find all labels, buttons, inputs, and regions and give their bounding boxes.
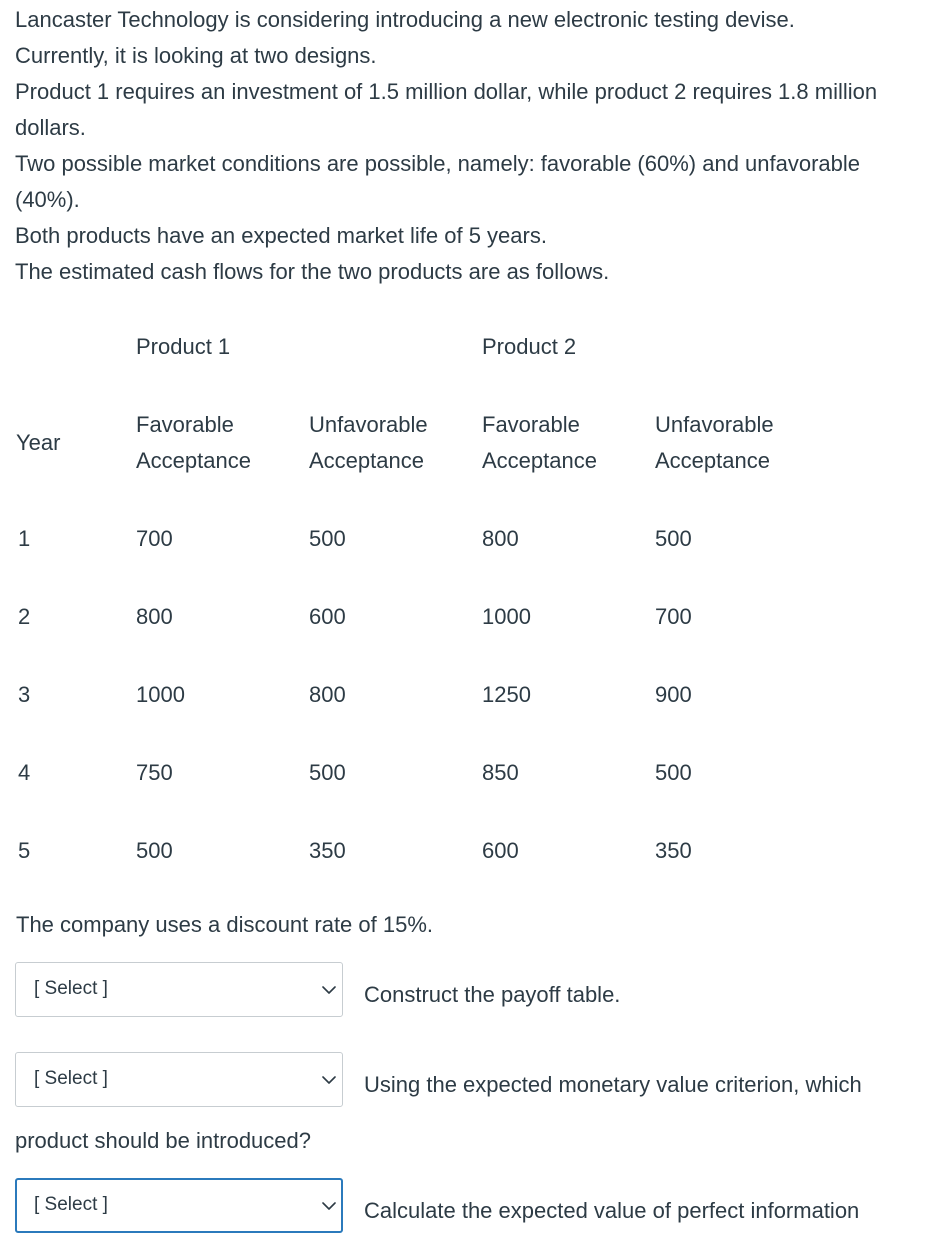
table-cell-year: 2	[18, 604, 31, 629]
table-cell: 900	[655, 682, 692, 707]
column-header: Unfavorable	[309, 412, 428, 437]
table-cell-year: 4	[18, 760, 31, 785]
table-cell-year: 1	[18, 526, 31, 551]
column-header: Acceptance	[482, 448, 597, 473]
table-cell-year: 5	[18, 838, 31, 863]
table-cell: 750	[136, 760, 173, 785]
evpi-select[interactable]	[15, 1178, 343, 1233]
chevron-down-icon	[322, 1075, 336, 1085]
intro-line: Product 1 requires an investment of 1.5 million dollar, while product 2 requires 1.8 million	[15, 79, 878, 104]
table-cell: 500	[309, 760, 346, 785]
table-cell: 500	[655, 760, 692, 785]
column-header: Favorable	[136, 412, 234, 437]
intro-line: Both products have an expected market life of 5 years.	[15, 223, 547, 248]
question-text: Construct the payoff table.	[364, 982, 621, 1007]
product-1-header: Product 1	[136, 334, 231, 359]
intro-line: Lancaster Technology is considering introducing a new electronic testing devise.	[15, 7, 795, 32]
intro-line: The estimated cash flows for the two products are as follows.	[15, 259, 610, 284]
product-2-header: Product 2	[482, 334, 577, 359]
chevron-down-icon	[322, 985, 336, 995]
table-cell: 1000	[482, 604, 531, 629]
table-cell: 850	[482, 760, 519, 785]
select-placeholder: [ Select ]	[34, 1068, 108, 1089]
column-header: Acceptance	[655, 448, 770, 473]
table-cell: 500	[309, 526, 346, 551]
table-cell: 800	[482, 526, 519, 551]
chevron-down-icon	[322, 1201, 336, 1211]
intro-line: Two possible market conditions are possible, namely: favorable (60%) and unfavorable	[15, 151, 861, 176]
table-cell: 600	[482, 838, 519, 863]
question-text: Using the expected monetary value criterion, which	[364, 1072, 862, 1097]
table-cell: 1000	[136, 682, 185, 707]
intro-line: (40%).	[15, 187, 80, 212]
table-cell: 800	[136, 604, 173, 629]
select-placeholder: [ Select ]	[34, 978, 108, 999]
question-intro	[15, 2, 936, 290]
payoff-table-select[interactable]	[15, 962, 343, 1017]
intro-line: dollars.	[15, 115, 86, 140]
intro-line: Currently, it is looking at two designs.	[15, 43, 377, 68]
select-placeholder: [ Select ]	[34, 1194, 108, 1215]
table-cell: 350	[309, 838, 346, 863]
table-cell: 500	[136, 838, 173, 863]
table-cell: 800	[309, 682, 346, 707]
table-cell: 600	[309, 604, 346, 629]
column-header: Acceptance	[309, 448, 424, 473]
table-cell: 350	[655, 838, 692, 863]
column-header: Favorable	[482, 412, 580, 437]
table-cell: 700	[655, 604, 692, 629]
question-text-continuation: product should be introduced?	[15, 1128, 311, 1153]
year-header: Year	[16, 430, 61, 455]
table-cell: 700	[136, 526, 173, 551]
discount-rate-text: The company uses a discount rate of 15%.	[16, 912, 434, 937]
emv-product-select[interactable]	[15, 1052, 343, 1107]
table-cell: 1250	[482, 682, 531, 707]
column-header: Unfavorable	[655, 412, 774, 437]
column-header: Acceptance	[136, 448, 251, 473]
table-cell-year: 3	[18, 682, 31, 707]
table-cell: 500	[655, 526, 692, 551]
question-text: Calculate the expected value of perfect information	[364, 1198, 860, 1223]
